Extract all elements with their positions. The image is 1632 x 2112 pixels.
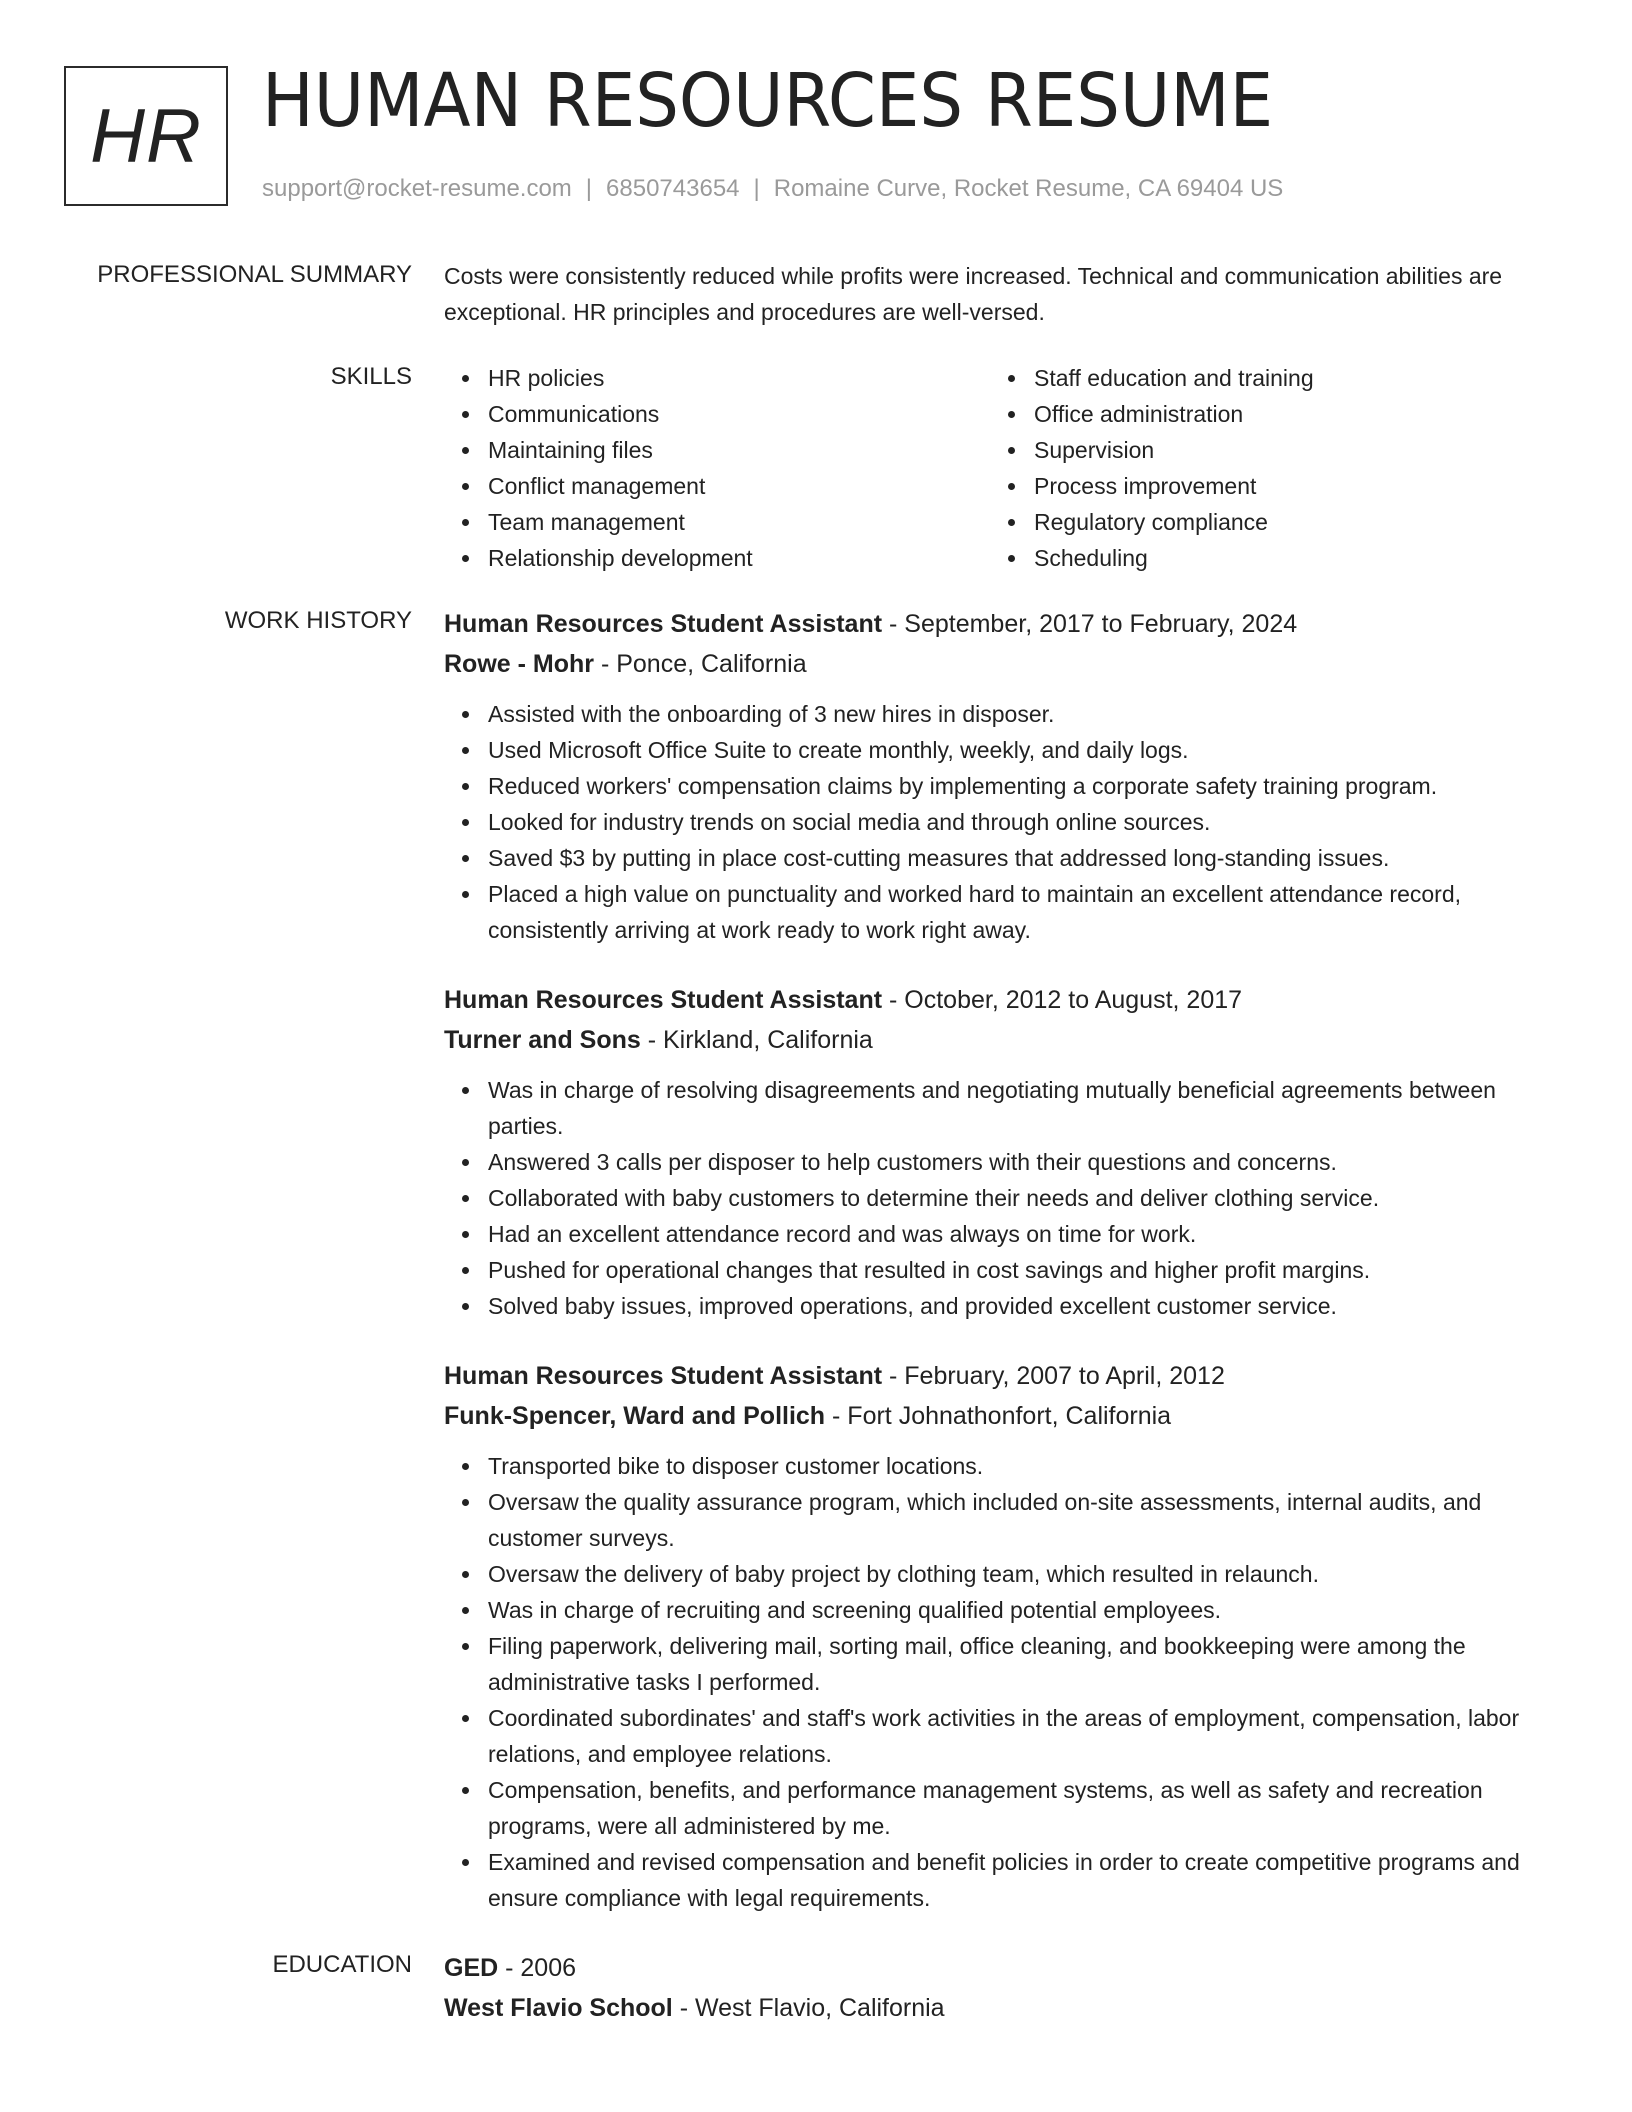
list-item: Collaborated with baby customers to determine their needs and deliver clothing service.: [488, 1180, 1566, 1216]
job-duties-list: [444, 1072, 1566, 1324]
list-item: Supervision: [1034, 432, 1536, 468]
list-item: Regulatory compliance: [1034, 504, 1536, 540]
list-item: Communications: [488, 396, 990, 432]
contact-phone: 6850743654: [606, 175, 740, 202]
job-company: Turner and Sons: [444, 1026, 641, 1054]
contact-separator: |: [585, 175, 593, 202]
summary-text: Costs were consistently reduced while profits were increased. Technical and communication abilities are exceptional. HR principles and procedures are well-versed.: [444, 263, 1503, 325]
contact-separator: |: [753, 175, 760, 202]
education-degree-line: [444, 1948, 1566, 1988]
job-title-line: [444, 604, 1566, 644]
job-dates: - February, 2007 to April, 2012: [882, 1362, 1225, 1390]
resume-title: HUMAN RESOURCES RESUME: [262, 58, 1274, 144]
contact-email: support@rocket-resume.com: [262, 175, 572, 202]
list-item: Placed a high value on punctuality and worked hard to maintain an excellent attendance record, consistently arriving at work ready to work right away.: [488, 876, 1566, 948]
list-item: Examined and revised compensation and benefit policies in order to create competitive programs and ensure compliance with legal requirements.: [488, 1844, 1566, 1916]
list-item: HR policies: [488, 360, 990, 396]
list-item: Relationship development: [488, 540, 990, 576]
list-item: Had an excellent attendance record and was always on time for work.: [488, 1216, 1566, 1252]
job-title: Human Resources Student Assistant: [444, 610, 883, 638]
list-item: Saved $3 by putting in place cost-cutting measures that addressed long-standing issues.: [488, 840, 1566, 876]
job-company-line: [444, 1396, 1566, 1436]
list-item: Was in charge of recruiting and screening qualified potential employees.: [488, 1592, 1566, 1628]
list-item: Compensation, benefits, and performance management systems, as well as safety and recreation programs, were all administered by me.: [488, 1772, 1566, 1844]
education-degree: GED: [444, 1954, 499, 1982]
list-item: Assisted with the onboarding of 3 new hires in disposer.: [488, 696, 1566, 732]
summary-body: [444, 258, 1566, 330]
monogram-logo: HR: [64, 66, 228, 206]
education-body: [444, 1948, 1566, 2028]
job-title: Human Resources Student Assistant: [444, 986, 883, 1014]
list-item: Used Microsoft Office Suite to create monthly, weekly, and daily logs.: [488, 732, 1566, 768]
skills-list: [444, 360, 990, 576]
job-company-line: [444, 644, 1566, 684]
list-item: Conflict management: [488, 468, 990, 504]
list-item: Answered 3 calls per disposer to help customers with their questions and concerns.: [488, 1144, 1566, 1180]
section-label: EDUCATION: [272, 1951, 412, 1978]
list-item: Solved baby issues, improved operations, and provided excellent customer service.: [488, 1288, 1566, 1324]
list-item: Oversaw the quality assurance program, which included on-site assessments, internal audits, and customer surveys.: [488, 1484, 1566, 1556]
list-item: Was in charge of resolving disagreements and negotiating mutually beneficial agreements between parties.: [488, 1072, 1566, 1144]
education-school-line: [444, 1988, 1566, 2028]
list-item: Scheduling: [1034, 540, 1536, 576]
job-location: - Fort Johnathonfort, California: [825, 1402, 1172, 1430]
list-item: Office administration: [1034, 396, 1536, 432]
job-duties-list: [444, 1448, 1566, 1916]
job-location: - Kirkland, California: [640, 1026, 873, 1054]
list-item: Reduced workers' compensation claims by implementing a corporate safety training program.: [488, 768, 1566, 804]
skills-list: [990, 360, 1536, 576]
skills-column-right: [990, 360, 1536, 576]
job-dates: - September, 2017 to February, 2024: [882, 610, 1298, 638]
list-item: Maintaining files: [488, 432, 990, 468]
job-title: Human Resources Student Assistant: [444, 1362, 883, 1390]
job-company: Rowe - Mohr: [444, 650, 594, 678]
job-dates: - October, 2012 to August, 2017: [882, 986, 1243, 1014]
list-item: Oversaw the delivery of baby project by clothing team, which resulted in relaunch.: [488, 1556, 1566, 1592]
contact-line: [262, 172, 1283, 206]
job-entry: [444, 980, 1566, 1324]
skills-column-left: [444, 360, 990, 576]
section-label: SKILLS: [330, 363, 412, 390]
list-item: Staff education and training: [1034, 360, 1536, 396]
education-school: West Flavio School: [444, 1994, 673, 2022]
job-entry: [444, 604, 1566, 948]
list-item: Process improvement: [1034, 468, 1536, 504]
job-title-line: [444, 980, 1566, 1020]
job-location: - Ponce, California: [594, 650, 807, 678]
list-item: Transported bike to disposer customer locations.: [488, 1448, 1566, 1484]
list-item: Pushed for operational changes that resulted in cost savings and higher profit margins.: [488, 1252, 1566, 1288]
job-company-line: [444, 1020, 1566, 1060]
job-company: Funk-Spencer, Ward and Pollich: [444, 1402, 826, 1430]
job-duties-list: [444, 696, 1566, 948]
list-item: Looked for industry trends on social media and through online sources.: [488, 804, 1566, 840]
section-label: WORK HISTORY: [224, 607, 412, 634]
job-entry: [444, 1356, 1566, 1916]
section-label: PROFESSIONAL SUMMARY: [97, 261, 412, 288]
education-year: - 2006: [498, 1954, 577, 1982]
skills-body: [444, 360, 1566, 576]
job-title-line: [444, 1356, 1566, 1396]
list-item: Filing paperwork, delivering mail, sorting mail, office cleaning, and bookkeeping were among the administrative tasks I performed.: [488, 1628, 1566, 1700]
contact-address: Romaine Curve, Rocket Resume, CA 69404 US: [773, 175, 1284, 202]
education-location: - West Flavio, California: [672, 1994, 945, 2022]
list-item: Coordinated subordinates' and staff's work activities in the areas of employment, compensation, labor relations, and employee relations.: [488, 1700, 1566, 1772]
list-item: Team management: [488, 504, 990, 540]
